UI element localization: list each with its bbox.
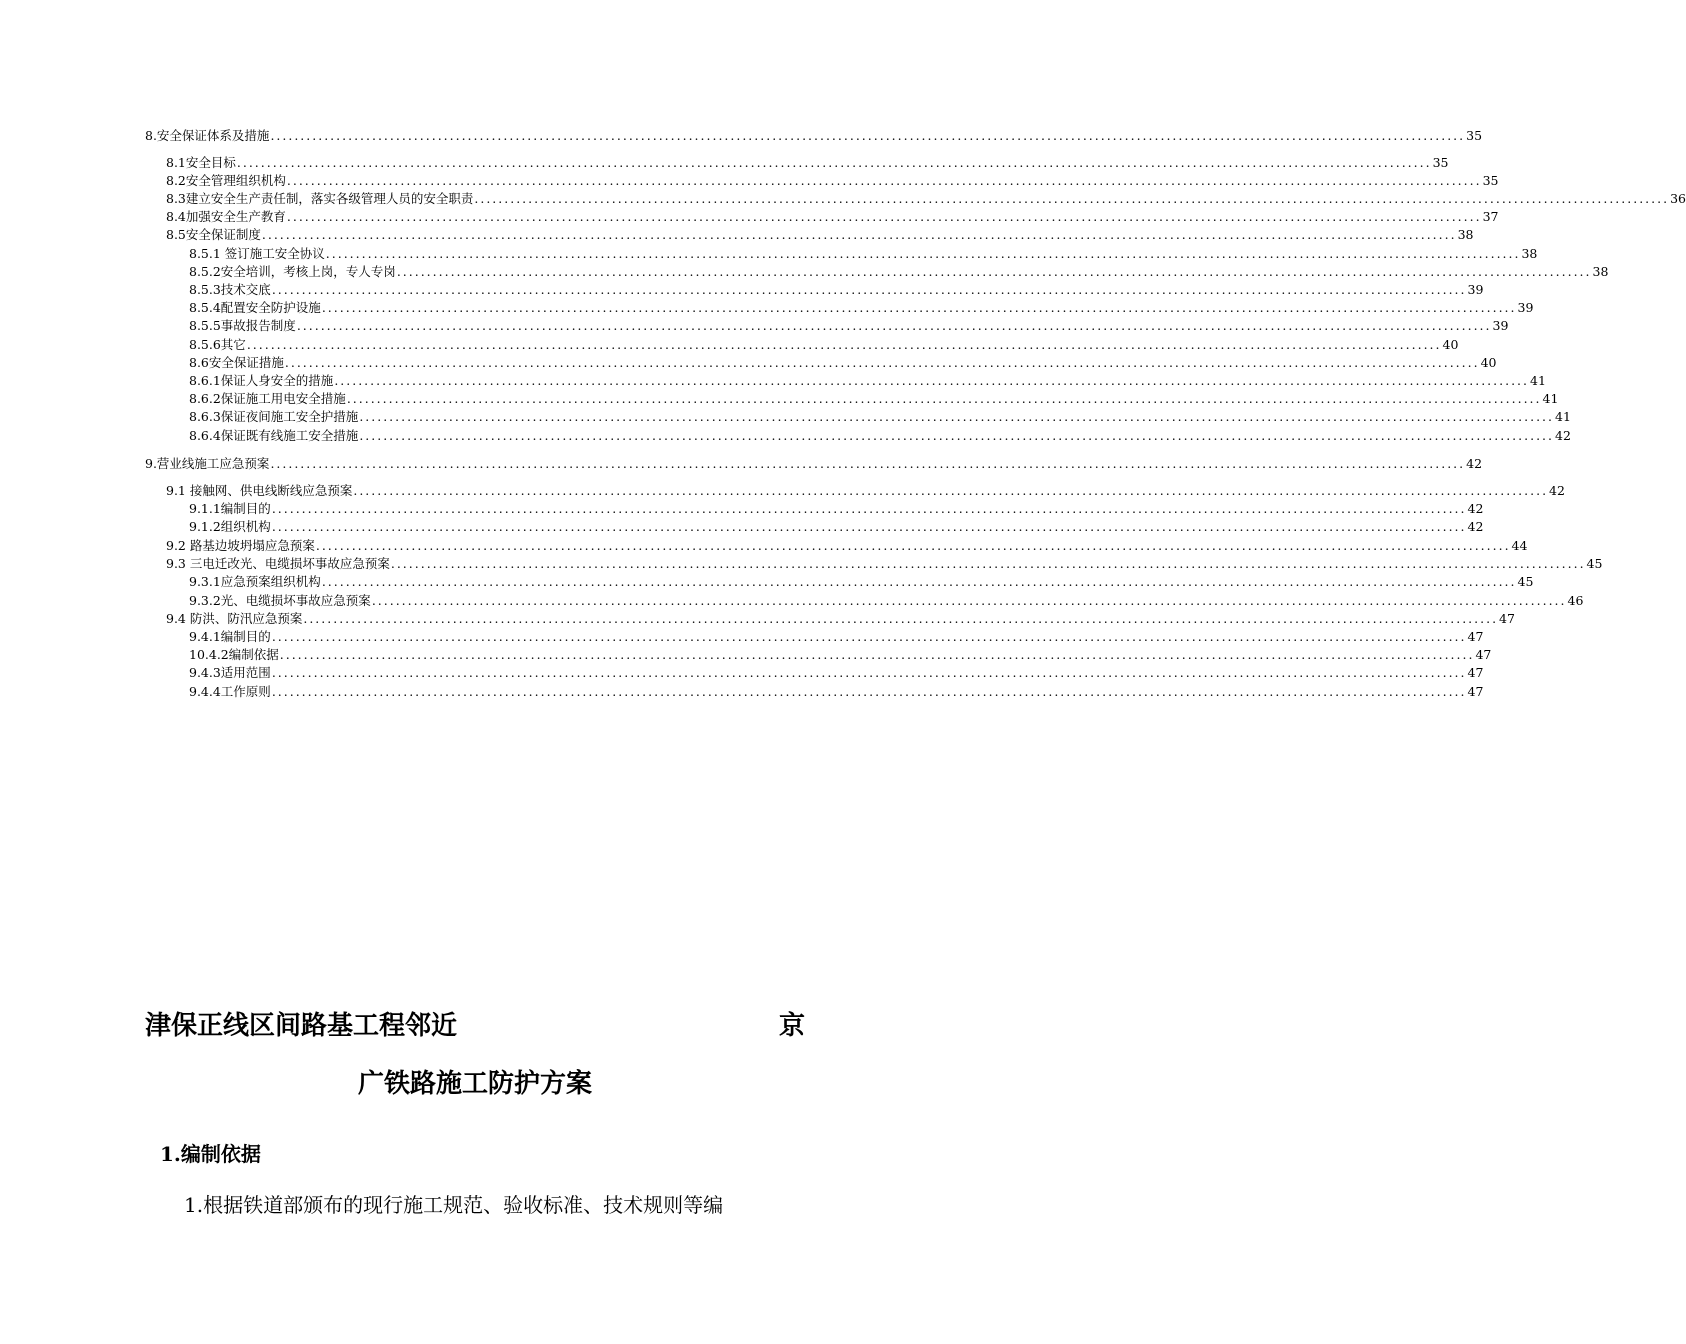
toc-leader-dots: ........................................................................................................................................................................................................ bbox=[286, 173, 1482, 188]
toc-entry-label: 9.1.2组织机构 bbox=[189, 519, 271, 534]
toc-entry-page: 35 bbox=[1432, 155, 1449, 170]
toc-entry-page: 41 bbox=[1555, 409, 1571, 424]
toc-entry[interactable] bbox=[189, 646, 1492, 663]
toc-entry[interactable] bbox=[189, 427, 1571, 444]
toc-entry[interactable] bbox=[166, 610, 1515, 627]
toc-entry-page: 39 bbox=[1492, 318, 1509, 333]
toc-leader-dots: ........................................................................................................................................................................................................ bbox=[270, 128, 1466, 143]
toc-entry-page: 42 bbox=[1467, 519, 1484, 534]
toc-entry[interactable] bbox=[189, 408, 1571, 425]
toc-entry-label: 8.5.3技术交底 bbox=[189, 282, 271, 297]
toc-leader-dots: ........................................................................................................................................................................................................ bbox=[236, 155, 1432, 170]
toc-leader-dots: ........................................................................................................................................................................................................ bbox=[286, 209, 1482, 224]
toc-leader-dots: ........................................................................................................................................................................................................ bbox=[261, 227, 1457, 242]
toc-leader-dots: ........................................................................................................................................................................................................ bbox=[371, 593, 1567, 608]
toc-entry[interactable] bbox=[166, 537, 1528, 554]
toc-entry-label: 8.5.6其它 bbox=[189, 337, 246, 352]
toc-leader-dots: ........................................................................................................................................................................................................ bbox=[346, 391, 1542, 406]
section-heading: 1.编制依据 bbox=[160, 1142, 261, 1166]
toc-entry-page: 42 bbox=[1549, 483, 1565, 498]
toc-entry-label: 8.1安全目标 bbox=[166, 155, 236, 170]
toc-entry-label: 8.安全保证体系及措施 bbox=[145, 128, 270, 143]
toc-entry[interactable] bbox=[166, 154, 1449, 171]
toc-entry[interactable] bbox=[189, 299, 1534, 316]
toc-entry-page: 47 bbox=[1499, 611, 1515, 626]
title-line-1-left: 津保正线区间路基工程邻近 bbox=[145, 1011, 458, 1041]
toc-leader-dots: ........................................................................................................................................................................................................ bbox=[271, 501, 1467, 516]
toc-entry-page: 40 bbox=[1480, 355, 1497, 370]
toc-entry-label: 8.6.3保证夜间施工安全护措施 bbox=[189, 409, 359, 424]
toc-entry-page: 39 bbox=[1467, 282, 1484, 297]
toc-entry-page: 45 bbox=[1517, 574, 1534, 589]
toc-leader-dots: ........................................................................................................................................................................................................ bbox=[353, 483, 1549, 498]
toc-entry[interactable] bbox=[145, 127, 1483, 144]
body-paragraph: 1.根据铁道部颁布的现行施工规范、验收标准、技术规则等编 bbox=[184, 1193, 724, 1217]
toc-entry-label: 8.5.1 签订施工安全协议 bbox=[189, 246, 325, 261]
toc-entry-label: 8.6安全保证措施 bbox=[189, 355, 284, 370]
toc-entry-page: 36 bbox=[1670, 191, 1686, 206]
toc-entry-label: 9.2 路基边坡坍塌应急预案 bbox=[166, 538, 315, 553]
toc-entry-label: 9.4.1编制目的 bbox=[189, 629, 271, 644]
toc-entry-page: 39 bbox=[1517, 300, 1534, 315]
document-title-line-2: 广铁路施工防护方案 bbox=[357, 1069, 592, 1099]
toc-leader-dots: ........................................................................................................................................................................................................ bbox=[321, 300, 1517, 315]
toc-entry-page: 44 bbox=[1511, 538, 1528, 553]
toc-entry[interactable] bbox=[166, 555, 1603, 572]
toc-entry-label: 8.6.1保证人身安全的措施 bbox=[189, 373, 334, 388]
toc-entry-label: 8.5安全保证制度 bbox=[166, 227, 261, 242]
toc-entry-page: 42 bbox=[1467, 501, 1484, 516]
toc-entry-label: 8.2安全管理组织机构 bbox=[166, 173, 286, 188]
toc-leader-dots: ........................................................................................................................................................................................................ bbox=[271, 629, 1467, 644]
toc-entry-page: 35 bbox=[1482, 173, 1499, 188]
toc-entry-label: 8.3建立安全生产责任制，落实各级管理人员的安全职责 bbox=[166, 191, 474, 206]
toc-entry[interactable] bbox=[189, 263, 1609, 280]
toc-leader-dots: ........................................................................................................................................................................................................ bbox=[474, 191, 1670, 206]
toc-entry-label: 8.5.4配置安全防护设施 bbox=[189, 300, 321, 315]
toc-leader-dots: ........................................................................................................................................................................................................ bbox=[359, 428, 1554, 443]
toc-leader-dots: ........................................................................................................................................................................................................ bbox=[270, 456, 1466, 471]
toc-leader-dots: ........................................................................................................................................................................................................ bbox=[334, 373, 1529, 388]
toc-leader-dots: ........................................................................................................................................................................................................ bbox=[271, 282, 1467, 297]
toc-entry[interactable] bbox=[166, 172, 1499, 189]
toc-leader-dots: ........................................................................................................................................................................................................ bbox=[396, 264, 1592, 279]
toc-leader-dots: ........................................................................................................................................................................................................ bbox=[271, 684, 1467, 699]
toc-entry-page: 45 bbox=[1586, 556, 1603, 571]
toc-entry-page: 47 bbox=[1467, 665, 1484, 680]
toc-leader-dots: ........................................................................................................................................................................................................ bbox=[279, 647, 1475, 662]
toc-entry[interactable] bbox=[189, 317, 1509, 334]
toc-entry-label: 9.1.1编制目的 bbox=[189, 501, 271, 516]
toc-entry-label: 9.4.4工作原则 bbox=[189, 684, 271, 699]
toc-leader-dots: ........................................................................................................................................................................................................ bbox=[271, 665, 1467, 680]
toc-entry[interactable] bbox=[166, 482, 1565, 499]
toc-entry-page: 38 bbox=[1521, 246, 1538, 261]
toc-entry-page: 47 bbox=[1475, 647, 1492, 662]
toc-entry[interactable] bbox=[166, 226, 1474, 243]
toc-leader-dots: ........................................................................................................................................................................................................ bbox=[390, 556, 1586, 571]
toc-entry[interactable] bbox=[166, 190, 1686, 207]
toc-entry-page: 41 bbox=[1542, 391, 1559, 406]
toc-entry[interactable] bbox=[189, 518, 1484, 535]
toc-leader-dots: ........................................................................................................................................................................................................ bbox=[303, 611, 1499, 626]
toc-entry-label: 8.5.5事故报告制度 bbox=[189, 318, 296, 333]
toc-entry[interactable] bbox=[189, 354, 1497, 371]
toc-entry-page: 46 bbox=[1567, 593, 1584, 608]
toc-entry[interactable] bbox=[189, 664, 1484, 681]
toc-leader-dots: ........................................................................................................................................................................................................ bbox=[246, 337, 1442, 352]
toc-entry[interactable] bbox=[189, 372, 1546, 389]
toc-entry-label: 9.4.3适用范围 bbox=[189, 665, 271, 680]
toc-entry[interactable] bbox=[189, 245, 1538, 262]
toc-entry-label: 8.6.4保证既有线施工安全措施 bbox=[189, 428, 359, 443]
toc-leader-dots: ........................................................................................................................................................................................................ bbox=[271, 519, 1467, 534]
toc-leader-dots: ........................................................................................................................................................................................................ bbox=[284, 355, 1480, 370]
toc-entry-page: 42 bbox=[1466, 456, 1483, 471]
toc-entry[interactable] bbox=[145, 455, 1483, 472]
toc-entry-label: 9.营业线施工应急预案 bbox=[145, 456, 270, 471]
toc-entry-page: 42 bbox=[1555, 428, 1571, 443]
toc-entry[interactable] bbox=[189, 683, 1484, 700]
toc-entry-page: 47 bbox=[1467, 629, 1484, 644]
toc-leader-dots: ........................................................................................................................................................................................................ bbox=[315, 538, 1511, 553]
toc-entry-label: 8.6.2保证施工用电安全措施 bbox=[189, 391, 346, 406]
toc-entry-page: 40 bbox=[1442, 337, 1459, 352]
toc-entry-label: 9.3.1应急预案组织机构 bbox=[189, 574, 321, 589]
toc-leader-dots: ........................................................................................................................................................................................................ bbox=[359, 409, 1554, 424]
toc-entry-page: 35 bbox=[1466, 128, 1483, 143]
toc-entry-page: 41 bbox=[1530, 373, 1546, 388]
toc-entry-label: 9.1 接触网、供电线断线应急预案 bbox=[166, 483, 353, 498]
toc-entry[interactable] bbox=[166, 208, 1499, 225]
toc-entry-page: 47 bbox=[1467, 684, 1484, 699]
toc-entry-page: 38 bbox=[1592, 264, 1609, 279]
toc-entry-page: 37 bbox=[1482, 209, 1499, 224]
toc-entry[interactable] bbox=[189, 592, 1584, 609]
toc-leader-dots: ........................................................................................................................................................................................................ bbox=[325, 246, 1521, 261]
toc-entry-label: 9.3.2光、电缆损坏事故应急预案 bbox=[189, 593, 371, 608]
toc-entry[interactable] bbox=[189, 573, 1534, 590]
toc-entry[interactable] bbox=[189, 628, 1484, 645]
toc-entry-label: 9.3 三电迁改光、电缆损坏事故应急预案 bbox=[166, 556, 390, 571]
toc-entry[interactable] bbox=[189, 281, 1484, 298]
toc-entry-label: 10.4.2编制依据 bbox=[189, 647, 279, 662]
toc-entry-label: 8.5.2安全培训，考核上岗，专人专岗 bbox=[189, 264, 396, 279]
document-title-line-1 bbox=[145, 1008, 805, 1044]
title-line-1-right: 京 bbox=[778, 1011, 805, 1041]
toc-entry-label: 8.4加强安全生产教育 bbox=[166, 209, 286, 224]
toc-entry[interactable] bbox=[189, 336, 1459, 353]
toc-entry[interactable] bbox=[189, 500, 1484, 517]
toc-entry-label: 9.4 防洪、防汛应急预案 bbox=[166, 611, 303, 626]
toc-entry-page: 38 bbox=[1457, 227, 1474, 242]
toc-leader-dots: ........................................................................................................................................................................................................ bbox=[321, 574, 1517, 589]
toc-entry[interactable] bbox=[189, 390, 1559, 407]
toc-leader-dots: ........................................................................................................................................................................................................ bbox=[296, 318, 1492, 333]
